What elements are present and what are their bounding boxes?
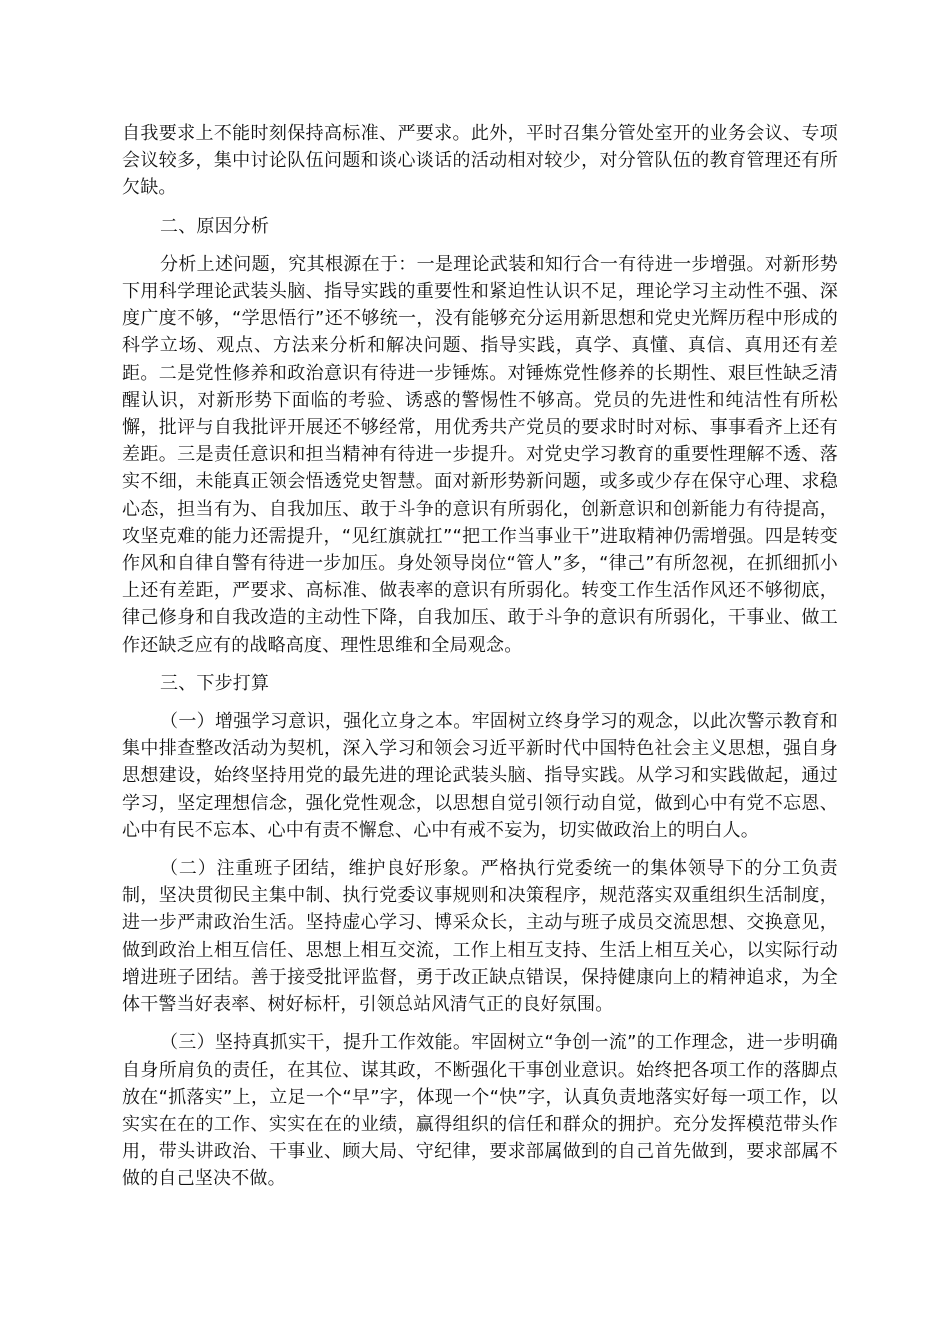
paragraph-next-step-3: （三）坚持真抓实干，提升工作效能。牢固树立“争创一流”的工作理念，进一步明确自身所肩负的责任，在其位、谋其政，不断强化干事创业意识。始终把各项工作的落脚点放在“抓落实”上，立足一个“早”字，体现一个“快”字，认真负责地落实好每一项工作，以实实在在的工作、实实在在的业绩，赢得组织的信任和群众的拥护。充分发挥模范带头作用，带头讲政治、干事业、顾大局、守纪律，要求部属做到的自己首先做到，要求部属不做的自己坚决不做。	[122, 1032, 838, 1190]
section-heading-cause-analysis: 二、原因分析	[160, 215, 270, 237]
document-page	[122, 120, 838, 1204]
paragraph-continuation: 自我要求上不能时刻保持高标准、严要求。此外，平时召集分管处室开的业务会议、专项会议较多，集中讨论队伍问题和谈心谈话的活动相对较少，对分管队伍的教育管理还有所欠缺。	[122, 123, 838, 199]
paragraph-next-step-1: （一）增强学习意识，强化立身之本。牢固树立终身学习的观念，以此次警示教育和集中排查整改活动为契机，深入学习和领会习近平新时代中国特色社会主义思想，强自身思想建设，始终坚持用党的最先进的理论武装头脑、指导实践。从学习和实践做起，通过学习，坚定理想信念，强化党性观念，以思想自觉引领行动自觉，做到心中有党不忘恩、心中有民不忘本、心中有责不懈怠、心中有戒不妄为，切实做政治上的明白人。	[122, 711, 838, 841]
paragraph-next-step-2: （二）注重班子团结，维护良好形象。严格执行党委统一的集体领导下的分工负责制，坚决贯彻民主集中制、执行党委议事规则和决策程序，规范落实双重组织生活制度，进一步严肃政治生活。坚持虚心学习、博采众长，主动与班子成员交流思想、交换意见，做到政治上相互信任、思想上相互交流，工作上相互支持、生活上相互关心，以实际行动增进班子团结。善于接受批评监督，勇于改正缺点错误，保持健康向上的精神追求，为全体干警当好表率、树好标杆，引领总站风清气正的良好氛围。	[122, 858, 838, 1016]
paragraph-cause-analysis: 分析上述问题，究其根源在于：一是理论武装和知行合一有待进一步增强。对新形势下用科学理论武装头脑、指导实践的重要性和紧迫性认识不足，理论学习主动性不强、深度广度不够，“学思悟行”还不够统一，没有能够充分运用新思想和党史光辉历程中形成的科学立场、观点、方法来分析和解决问题、指导实践，真学、真懂、真信、真用还有差距。二是党性修养和政治意识有待进一步锤炼。对锤炼党性修养的长期性、艰巨性缺乏清醒认识，对新形势下面临的考验、诱惑的警惕性不够高。党员的先进性和纯洁性有所松懈，批评与自我批评开展还不够经常，用优秀共产党员的要求时时对标、事事看齐上还有差距。三是责任意识和担当精神有待进一步提升。对党史学习教育的重要性理解不透、落实不细，未能真正领会悟透党史智慧。面对新形势新问题，或多或少存在保守心理、求稳心态，担当有为、自我加压、敢于斗争的意识有所弱化，创新意识和创新能力有待提高，攻坚克难的能力还需提升，“见红旗就扛”“把工作当事业干”进取精神仍需增强。四是转变作风和自律自警有待进一步加压。身处领导岗位“管人”多，“律己”有所忽视，在抓细抓小上还有差距，严要求、高标准、做表率的意识有所弱化。转变工作生活作风还不够彻底，律己修身和自我改造的主动性下降，自我加压、敢于斗争的意识有所弱化，干事业、做工作还缺乏应有的战略高度、理性思维和全局观念。	[122, 253, 838, 656]
section-heading-next-steps: 三、下步打算	[160, 672, 270, 694]
